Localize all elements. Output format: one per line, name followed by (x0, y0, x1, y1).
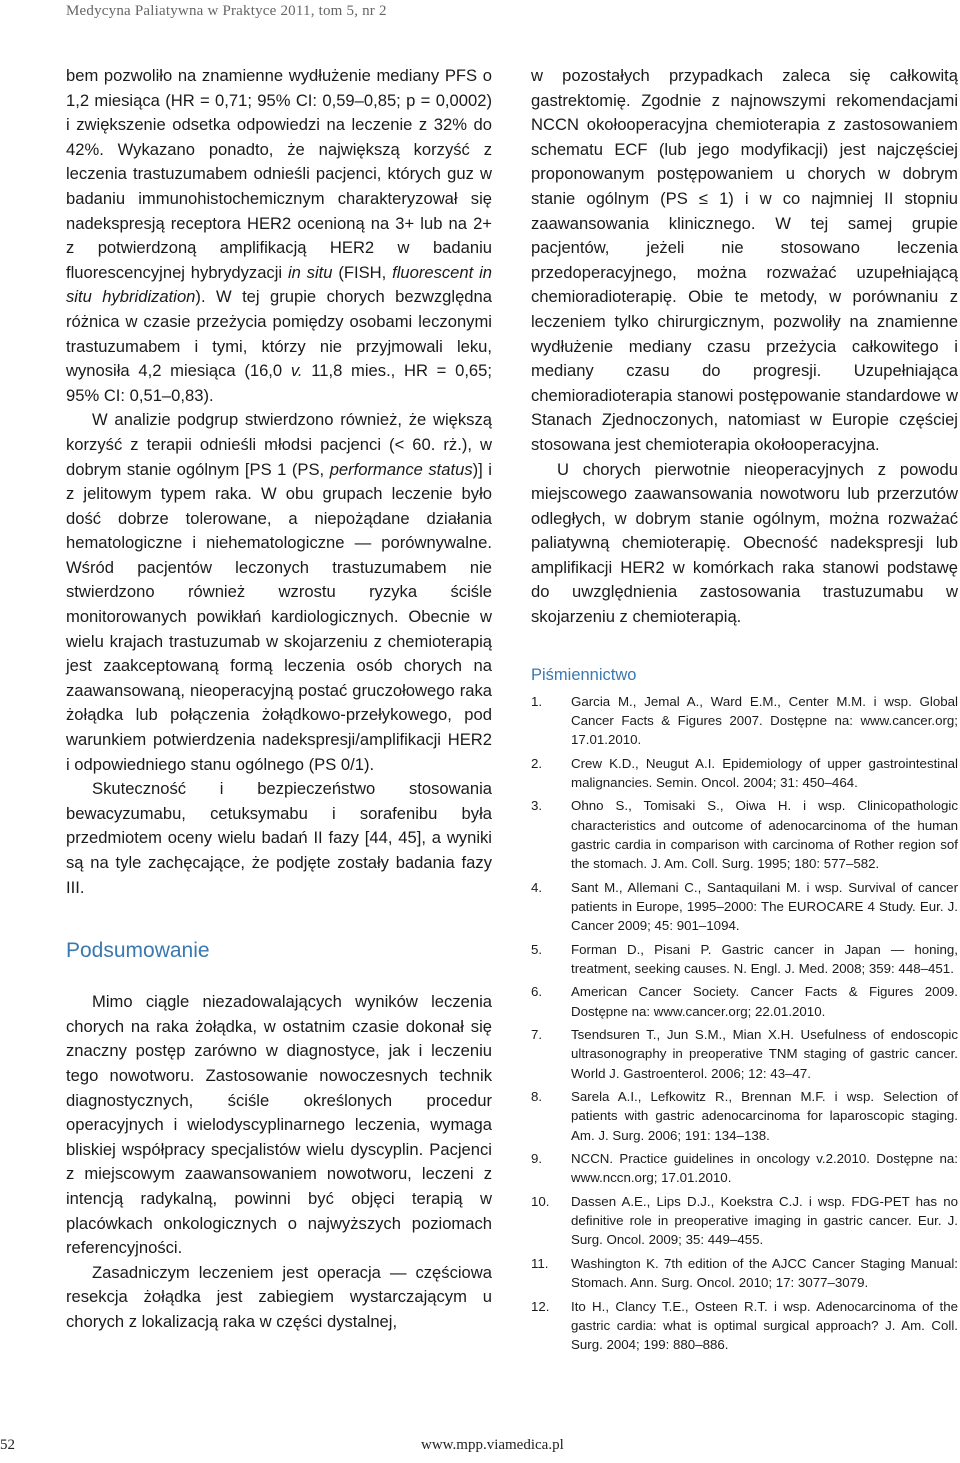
reference-text: Garcia M., Jemal A., Ward E.M., Center M.M. i wsp. Global Cancer Facts & Figures 2007. Dostępne na: www.cancer.org; 17.01.2010. (571, 693, 958, 748)
left-intro-paragraphs (66, 64, 492, 900)
reference-item (531, 796, 958, 873)
reference-text: Dassen A.E., Lips D.J., Koekstra C.J. i wsp. FDG-PET has no definitive role in preoperative imaging in gastric cancer. Eur. J. Surg. Oncol. 2009; 35: 449–455. (571, 1194, 958, 1248)
reference-number: 7. (531, 1027, 543, 1043)
reference-number: 3. (531, 798, 543, 814)
reference-text: Forman D., Pisani P. Gastric cancer in Japan — honing, treatment, seeking causes. N. Engl. J. Med. 2008; 359: 448–451. (571, 941, 958, 976)
reference-item (531, 754, 958, 792)
references-list (531, 692, 958, 1355)
right-paragraphs (531, 64, 958, 630)
paragraph: W analizie podgrup stwierdzono również, że większą korzyść z terapii odnieśli młodsi pacjenci (< 60. rż.), w dobrym stanie ogólnym [PS 1 (PS, performance status)] i z jelitowym typem raka. W obu grupach leczenie było dość dobrze tolerowane, a niepożądane działania hematologiczne i niehematologiczne — porównywalne. Wśród pacjentów leczonych trastuzumabem nie stwierdzono również wzrostu ryzyka ściśle monitorowanych powikłań kardiologicznych. Obecnie w wielu krajach trastuzumab w skojarzeniu z chemioterapią jest zaakceptowaną formą leczenia osób chorych na zaawansowaną, nieoperacyjną postać gruczołowego raka żołądka lub połączenia żołądkowo-przełykowego, pod warunkiem potwierdzenia nadekspresji/amplifikacji HER2 i odpowiedniego stanu ogólnego (PS 0/1). (66, 410, 492, 774)
reference-text: Sarela A.I., Lefkowitz R., Brennan M.F. i wsp. Selection of patients with gastric adenocarcinoma for laparoscopic staging. Am. J. Surg. 2006; 191: 134–138. (571, 1089, 958, 1143)
reference-item (531, 1254, 958, 1292)
reference-item (531, 1087, 958, 1145)
reference-number: 9. (531, 1151, 543, 1167)
reference-number: 11. (531, 1256, 549, 1272)
reference-number: 12. (531, 1298, 550, 1314)
reference-number: 5. (531, 941, 543, 957)
reference-text: Tsendsuren T., Jun S.M., Mian X.H. Usefulness of endoscopic ultrasonography in preoperative TNM staging of gastric cancer. World J. Gastroenterol. 2006; 12: 43–47. (571, 1027, 958, 1081)
reference-item (531, 1025, 958, 1083)
reference-item (531, 982, 958, 1020)
reference-item (531, 692, 958, 750)
paragraph: Zasadniczym leczeniem jest operacja — częściowa resekcja żołądka jest zabiegiem wystarczającym u chorych z lokalizacją raka w części dystalnej, (66, 1262, 492, 1331)
reference-text: Ito H., Clancy T.E., Osteen R.T. i wsp. Adenocarcinoma of the gastric cardia: what is optimal surgical approach? J. Am. Coll. Surg. 2004; 199: 880–886. (571, 1298, 958, 1353)
reference-item (531, 1192, 958, 1250)
paragraph: U chorych pierwotnie nieoperacyjnych z powodu miejscowego zaawansowania nowotworu lub przerzutów odległych, w dobrym stanie ogólnym, można rozważać paliatywną chemioterapię. Obecność nadekspresji lub amplifikacji HER2 w komórkach raka stanowi podstawę do uwzględnienia zastosowania trastuzumabu w skojarzeniu z chemioterapią. (531, 459, 958, 627)
reference-text: American Cancer Society. Cancer Facts & Figures 2009. Dostępne na: www.cancer.org; 22.01.2010. (571, 984, 958, 1019)
reference-number: 6. (531, 984, 543, 1000)
reference-item (531, 878, 958, 936)
reference-number: 2. (531, 755, 543, 771)
summary-paragraphs (66, 990, 492, 1334)
right-column (531, 64, 958, 1359)
paragraph: Mimo ciągle niezadowalających wyników leczenia chorych na raka żołądka, w ostatnim czasie dokonał się znaczny postęp zarówno w diagnostyce, jak i leczeniu tego nowotworu. Zastosowanie nowoczesnych technik diagnostycznych, ściśle określonych procedur operacyjnych i wielodyscyplinarnego leczenia, wymaga bliskiej współpracy specjalistów wielu dyscyplin. Pacjenci z miejscowym zaawansowaniem nowotworu, leczeni z intencją radykalną, powinni być objęci terapią w placówkach onkologicznych o najwyższych poziomach referencyjności. (66, 992, 492, 1258)
reference-item (531, 940, 958, 978)
paragraph: bem pozwoliło na znamienne wydłużenie mediany PFS o 1,2 miesiąca (HR = 0,71; 95% CI: 0,59–0,85; p = 0,0002) i zwiększenie odsetka odpowiedzi na leczenie z 32% do 42%. Wykazano ponadto, że największą korzyść z leczenia trastuzumabem odnieśli pacjenci, których guz w badaniu immunohistochemicznym charakteryzował się nadekspresją receptora HER2 ocenioną na 3+ lub na 2+ z potwierdzoną amplifikacją HER2 w badaniu fluorescencyjnej hybrydyzacji in situ (FISH, fluorescent in situ hybridization). W tej grupie chorych bezwzględna różnica w czasie przeżycia pomiędzy osobami leczonymi trastuzumabem i tymi, którzy nie przyjmowali leku, wynosiła 4,2 miesiąca (16,0 v. 11,8 mies., HR = 0,65; 95% CI: 0,51–0,83). (66, 66, 492, 405)
paragraph: Skuteczność i bezpieczeństwo stosowania bewacyzumabu, cetuksymabu i sorafenibu była przedmiotem oceny wielu badań II fazy [44, 45], a wyniki są na tyle zachęcające, że podjęte zostały badania fazy III. (66, 779, 492, 897)
reference-item (531, 1149, 958, 1187)
page-number: 52 (0, 1437, 15, 1453)
left-column (66, 64, 492, 1335)
reference-number: 10. (531, 1194, 550, 1210)
reference-text: Ohno S., Tomisaki S., Oiwa H. i wsp. Clinicopathologic characteristics and outcome of adenocarcinoma of the human gastric cardia in comparison with carcinoma of Rother region sof the stomach. J. Am. Coll. Surg. 1995; 180: 577–582. (571, 798, 958, 872)
reference-text: Sant M., Allemani C., Santaquilani M. i wsp. Survival of cancer patients in Europe, 1995–2000: The EUROCARE 4 Study. Eur. J. Cancer 2009; 45: 901–1094. (571, 879, 958, 934)
footer-url: www.mpp.viamedica.pl (421, 1437, 564, 1453)
reference-text: Washington K. 7th edition of the AJCC Cancer Staging Manual: Stomach. Ann. Surg. Oncol. 2010; 17: 3077–3079. (571, 1256, 958, 1291)
reference-number: 1. (531, 693, 543, 709)
reference-number: 4. (531, 879, 543, 895)
reference-item (531, 1297, 958, 1355)
reference-number: 8. (531, 1089, 543, 1105)
section-title-podsumowanie: Podsumowanie (66, 939, 210, 963)
paragraph: w pozostałych przypadkach zaleca się całkowitą gastrektomię. Zgodnie z najnowszymi rekomendacjami NCCN okołooperacyjna chemioterapia z zastosowaniem schematu ECF (lub jego modyfikacji) jest najczęściej proponowanym postępowaniem u chorych w dobrym stanie ogólnym (PS ≤ 1) i w co najmniej II stopniu zaawansowania klinicznego. W tej samej grupie pacjentów, jeżeli nie stosowano leczenia przedoperacyjnego, można rozważać uzupełniającą chemioradioterapię. Obie te metody, w porównaniu z leczeniem tylko chirurgicznym, pozwoliły na znamienne wydłużenie mediany czasu przeżycia całkowitego i mediany czasu do progresji. Uzupełniająca chemioradioterapia stanowi postępowanie standardowe w Stanach Zjednoczonych, natomiast w Europie częściej stosowana jest chemioterapia okołooperacyjna. (531, 66, 958, 454)
reference-text: NCCN. Practice guidelines in oncology v.2.2010. Dostępne na: www.nccn.org; 17.01.2010. (571, 1151, 958, 1186)
reference-text: Crew K.D., Neugut A.I. Epidemiology of upper gastrointestinal malignancies. Semin. Oncol. 2004; 31: 450–464. (571, 755, 958, 790)
running-head: Medycyna Paliatywna w Praktyce 2011, tom 5, nr 2 (66, 3, 387, 19)
references-title: Piśmiennictwo (531, 665, 637, 684)
